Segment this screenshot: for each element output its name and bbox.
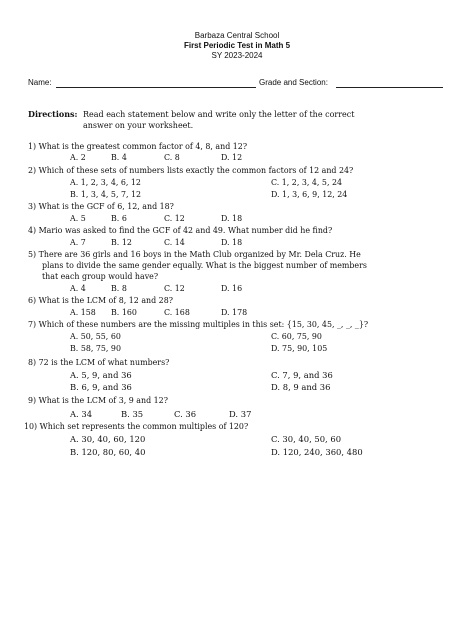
q10-option-d: D. 120, 240, 360, 480 [271, 447, 363, 457]
question-1: 1) What is the greatest common factor of 4, 8, and 12? [28, 142, 248, 151]
directions-line-2: answer on your worksheet. [83, 121, 194, 130]
q2-option-b: B. 1, 3, 4, 5, 7, 12 [70, 190, 142, 199]
q1-option-b: B. 4 [111, 153, 127, 162]
q3-option-d: D. 18 [221, 214, 243, 223]
q8-option-d: D. 8, 9 and 36 [271, 382, 331, 392]
q3-option-b: B. 6 [111, 214, 127, 223]
q9-option-a: A. 34 [70, 409, 93, 419]
q8-option-a: A. 5, 9, and 36 [70, 370, 132, 380]
q5-option-d: D. 16 [221, 284, 243, 293]
q5-option-c: C. 12 [164, 284, 185, 293]
q3-option-a: A. 5 [70, 214, 86, 223]
q5-option-b: B. 8 [111, 284, 127, 293]
q6-option-a: A. 158 [70, 308, 96, 317]
q10-option-c: C. 30, 40, 50, 60 [271, 434, 342, 444]
q5-option-a: A. 4 [70, 284, 86, 293]
grade-section-label: Grade and Section: [259, 78, 328, 87]
q4-option-b: B. 12 [111, 238, 132, 247]
question-10: 10) Which set represents the common multiples of 120? [24, 422, 249, 431]
question-8: 8) 72 is the LCM of what numbers? [28, 358, 170, 367]
q1-option-c: C. 8 [164, 153, 180, 162]
q10-option-b: B. 120, 80, 60, 40 [70, 447, 146, 457]
q9-option-d: D. 37 [229, 409, 252, 419]
name-field[interactable] [56, 87, 256, 88]
school-year: SY 2023-2024 [211, 51, 263, 60]
directions-line-1: Read each statement below and write only the letter of the correct [83, 110, 355, 119]
question-7: 7) Which of these numbers are the missing multiples in this set: {15, 30, 45, _, _, _}? [28, 320, 369, 329]
q8-option-c: C. 7, 9, and 36 [271, 370, 333, 380]
q6-option-c: C. 168 [164, 308, 190, 317]
q4-option-a: A. 7 [70, 238, 86, 247]
question-2: 2) Which of these sets of numbers lists exactly the common factors of 12 and 24? [28, 166, 354, 175]
q10-option-a: A. 30, 40, 60, 120 [70, 434, 146, 444]
question-9: 9) What is the LCM of 3, 9 and 12? [28, 396, 168, 405]
q7-option-d: D. 75, 90, 105 [271, 344, 328, 353]
question-5-line-3: that each group would have? [42, 272, 159, 281]
q7-option-b: B. 58, 75, 90 [70, 344, 121, 353]
q6-option-d: D. 178 [221, 308, 248, 317]
q1-option-a: A. 2 [70, 153, 86, 162]
question-3: 3) What is the GCF of 6, 12, and 18? [28, 202, 174, 211]
q7-option-c: C. 60, 75, 90 [271, 332, 322, 341]
q9-option-b: B. 35 [121, 409, 144, 419]
q7-option-a: A. 50, 55, 60 [70, 332, 121, 341]
school-name: Barbaza Central School [194, 31, 280, 40]
q2-option-a: A. 1, 2, 3, 4, 6, 12 [70, 178, 141, 187]
question-6: 6) What is the LCM of 8, 12 and 28? [28, 296, 173, 305]
q9-option-c: C. 36 [174, 409, 197, 419]
name-label: Name: [28, 78, 52, 87]
q8-option-b: B. 6, 9, and 36 [70, 382, 132, 392]
q2-option-d: D. 1, 3, 6, 9, 12, 24 [271, 190, 348, 199]
question-5-line-2: plans to divide the same gender equally. What is the biggest number of members [42, 261, 367, 270]
q3-option-c: C. 12 [164, 214, 185, 223]
directions-label: Directions: [28, 109, 78, 119]
question-4: 4) Mario was asked to find the GCF of 42 and 49. What number did he find? [28, 226, 333, 235]
test-title: First Periodic Test in Math 5 [183, 41, 291, 50]
q4-option-d: D. 18 [221, 238, 243, 247]
question-5-line-1: 5) There are 36 girls and 16 boys in the Math Club organized by Mr. Dela Cruz. He [28, 250, 361, 259]
q4-option-c: C. 14 [164, 238, 185, 247]
q1-option-d: D. 12 [221, 153, 243, 162]
q2-option-c: C. 1, 2, 3, 4, 5, 24 [271, 178, 342, 187]
q6-option-b: B. 160 [111, 308, 137, 317]
grade-section-field[interactable] [336, 87, 443, 88]
